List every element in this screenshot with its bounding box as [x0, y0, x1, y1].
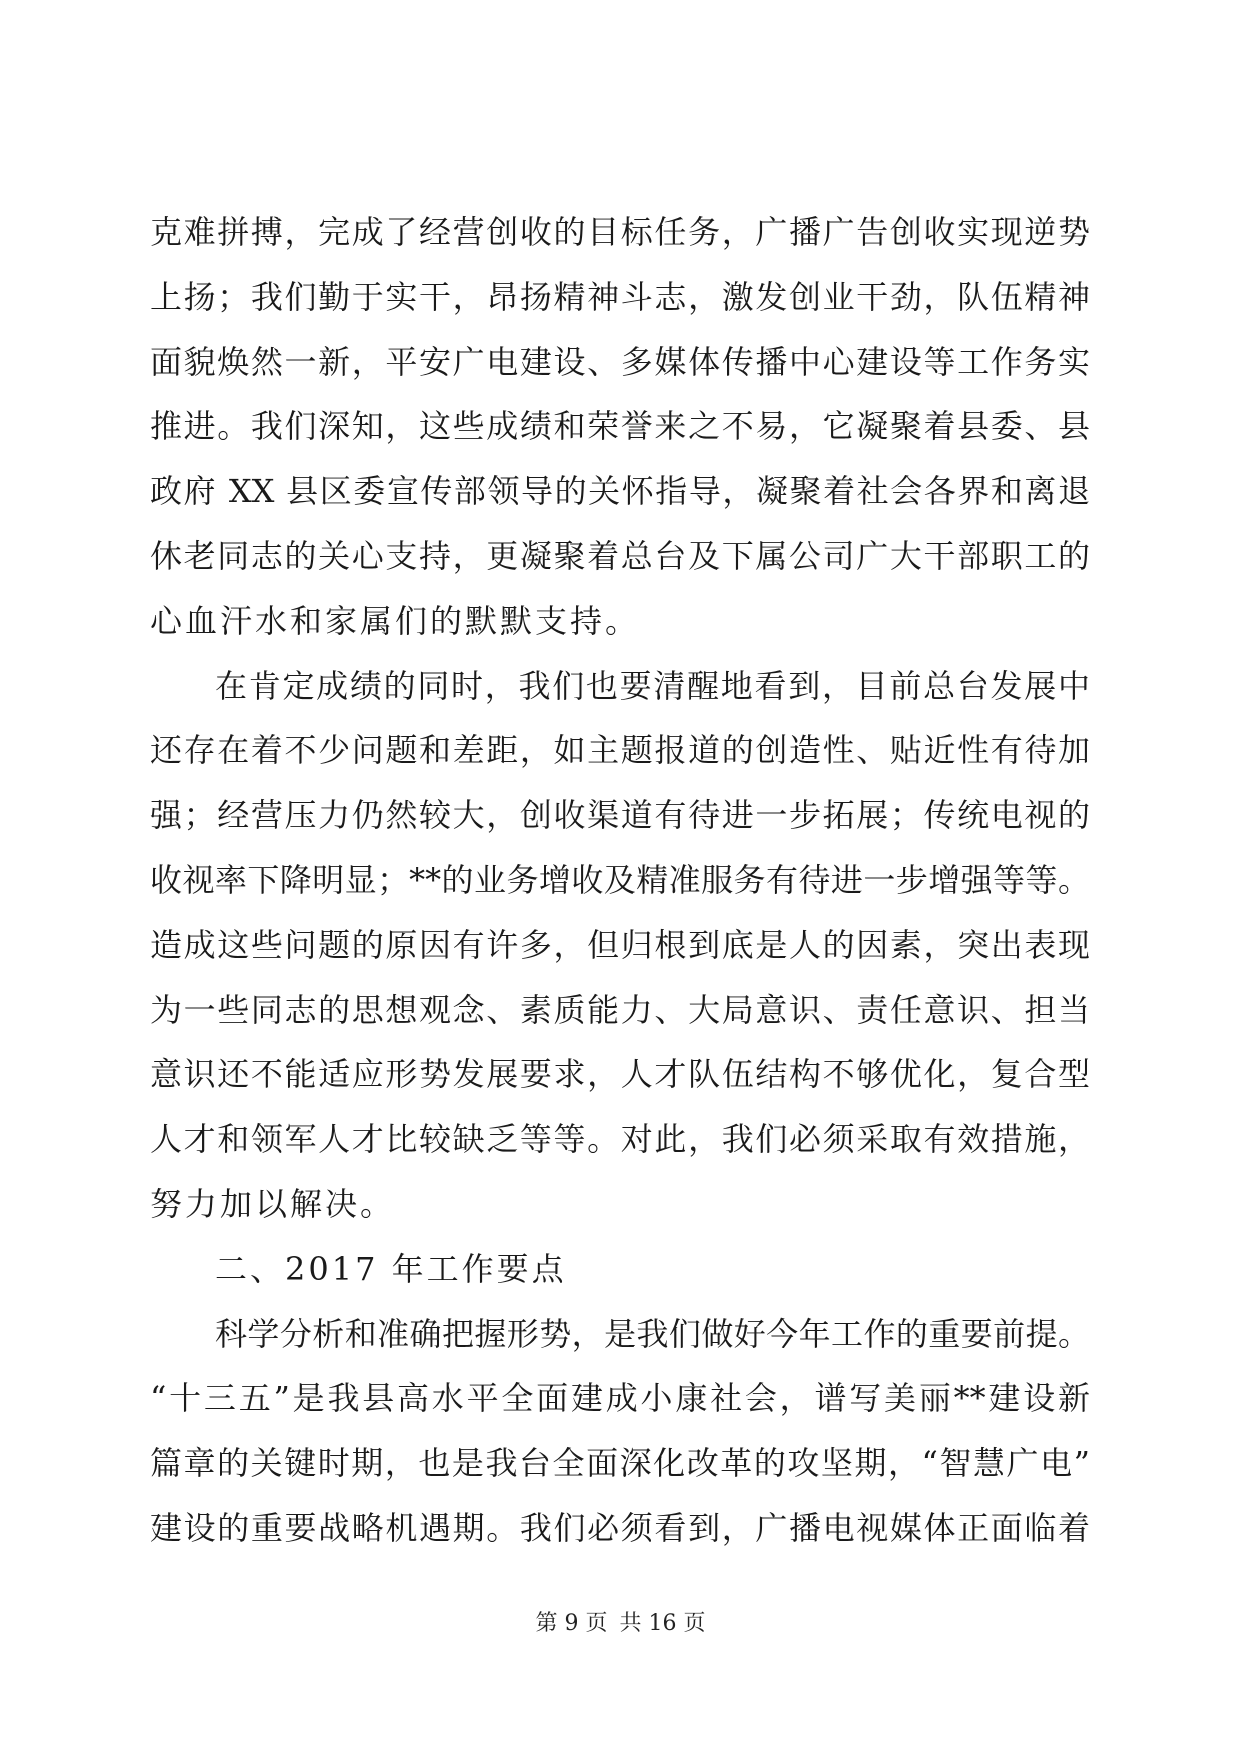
paragraph-line: 造成这些问题的原因有许多，但归根到底是人的因素，突出表现	[150, 925, 1090, 964]
page-footer	[0, 1609, 1241, 1639]
page-number-total: 共 16 页	[619, 1611, 706, 1636]
paragraph-line: 科学分析和准确把握形势，是我们做好今年工作的重要前提。	[215, 1314, 1090, 1353]
paragraph-line: 政府 XX 县区委宣传部领导的关怀指导，凝聚着社会各界和离退	[150, 472, 1090, 511]
paragraph-line: 推进。我们深知，这些成绩和荣誉来之不易，它凝聚着县委、县	[150, 407, 1090, 446]
paragraph-line: 在肯定成绩的同时，我们也要清醒地看到，目前总台发展中	[215, 666, 1090, 705]
paragraph-line: 强；经营压力仍然较大，创收渠道有待进一步拓展；传统电视的	[150, 796, 1090, 835]
paragraph-line: 建设的重要战略机遇期。我们必须看到，广播电视媒体正面临着	[150, 1508, 1090, 1547]
paragraph-line: 上扬；我们勤于实干，昂扬精神斗志，激发创业干劲，队伍精神	[150, 277, 1090, 316]
paragraph-line: 休老同志的关心支持，更凝聚着总台及下属公司广大干部职工的	[150, 536, 1090, 575]
paragraph-line: 努力加以解决。	[150, 1184, 396, 1223]
paragraph-line: 篇章的关键时期，也是我台全面深化改革的攻坚期，“智慧广电”	[150, 1444, 1090, 1483]
paragraph-line: 面貌焕然一新，平安广电建设、多媒体传播中心建设等工作务实	[150, 342, 1090, 381]
page-number-current: 第 9 页	[535, 1611, 608, 1636]
section-heading: 二、2017 年工作要点	[215, 1249, 567, 1288]
paragraph-line: 意识还不能适应形势发展要求，人才队伍结构不够优化，复合型	[150, 1055, 1090, 1094]
document-body	[150, 200, 1090, 1561]
paragraph-line: 人才和领军人才比较缺乏等等。对此，我们必须采取有效措施，	[150, 1120, 1090, 1159]
paragraph-line: 为一些同志的思想观念、素质能力、大局意识、责任意识、担当	[150, 990, 1090, 1029]
paragraph-line: “十三五”是我县高水平全面建成小康社会，谱写美丽**建设新	[150, 1379, 1090, 1418]
paragraph-line: 收视率下降明显；**的业务增收及精准服务有待进一步增强等等。	[150, 860, 1090, 899]
paragraph-line: 克难拼搏，完成了经营创收的目标任务，广播广告创收实现逆势	[150, 213, 1090, 251]
paragraph-line: 还存在着不少问题和差距，如主题报道的创造性、贴近性有待加	[150, 731, 1090, 770]
paragraph-line: 心血汗水和家属们的默默支持。	[150, 601, 641, 640]
